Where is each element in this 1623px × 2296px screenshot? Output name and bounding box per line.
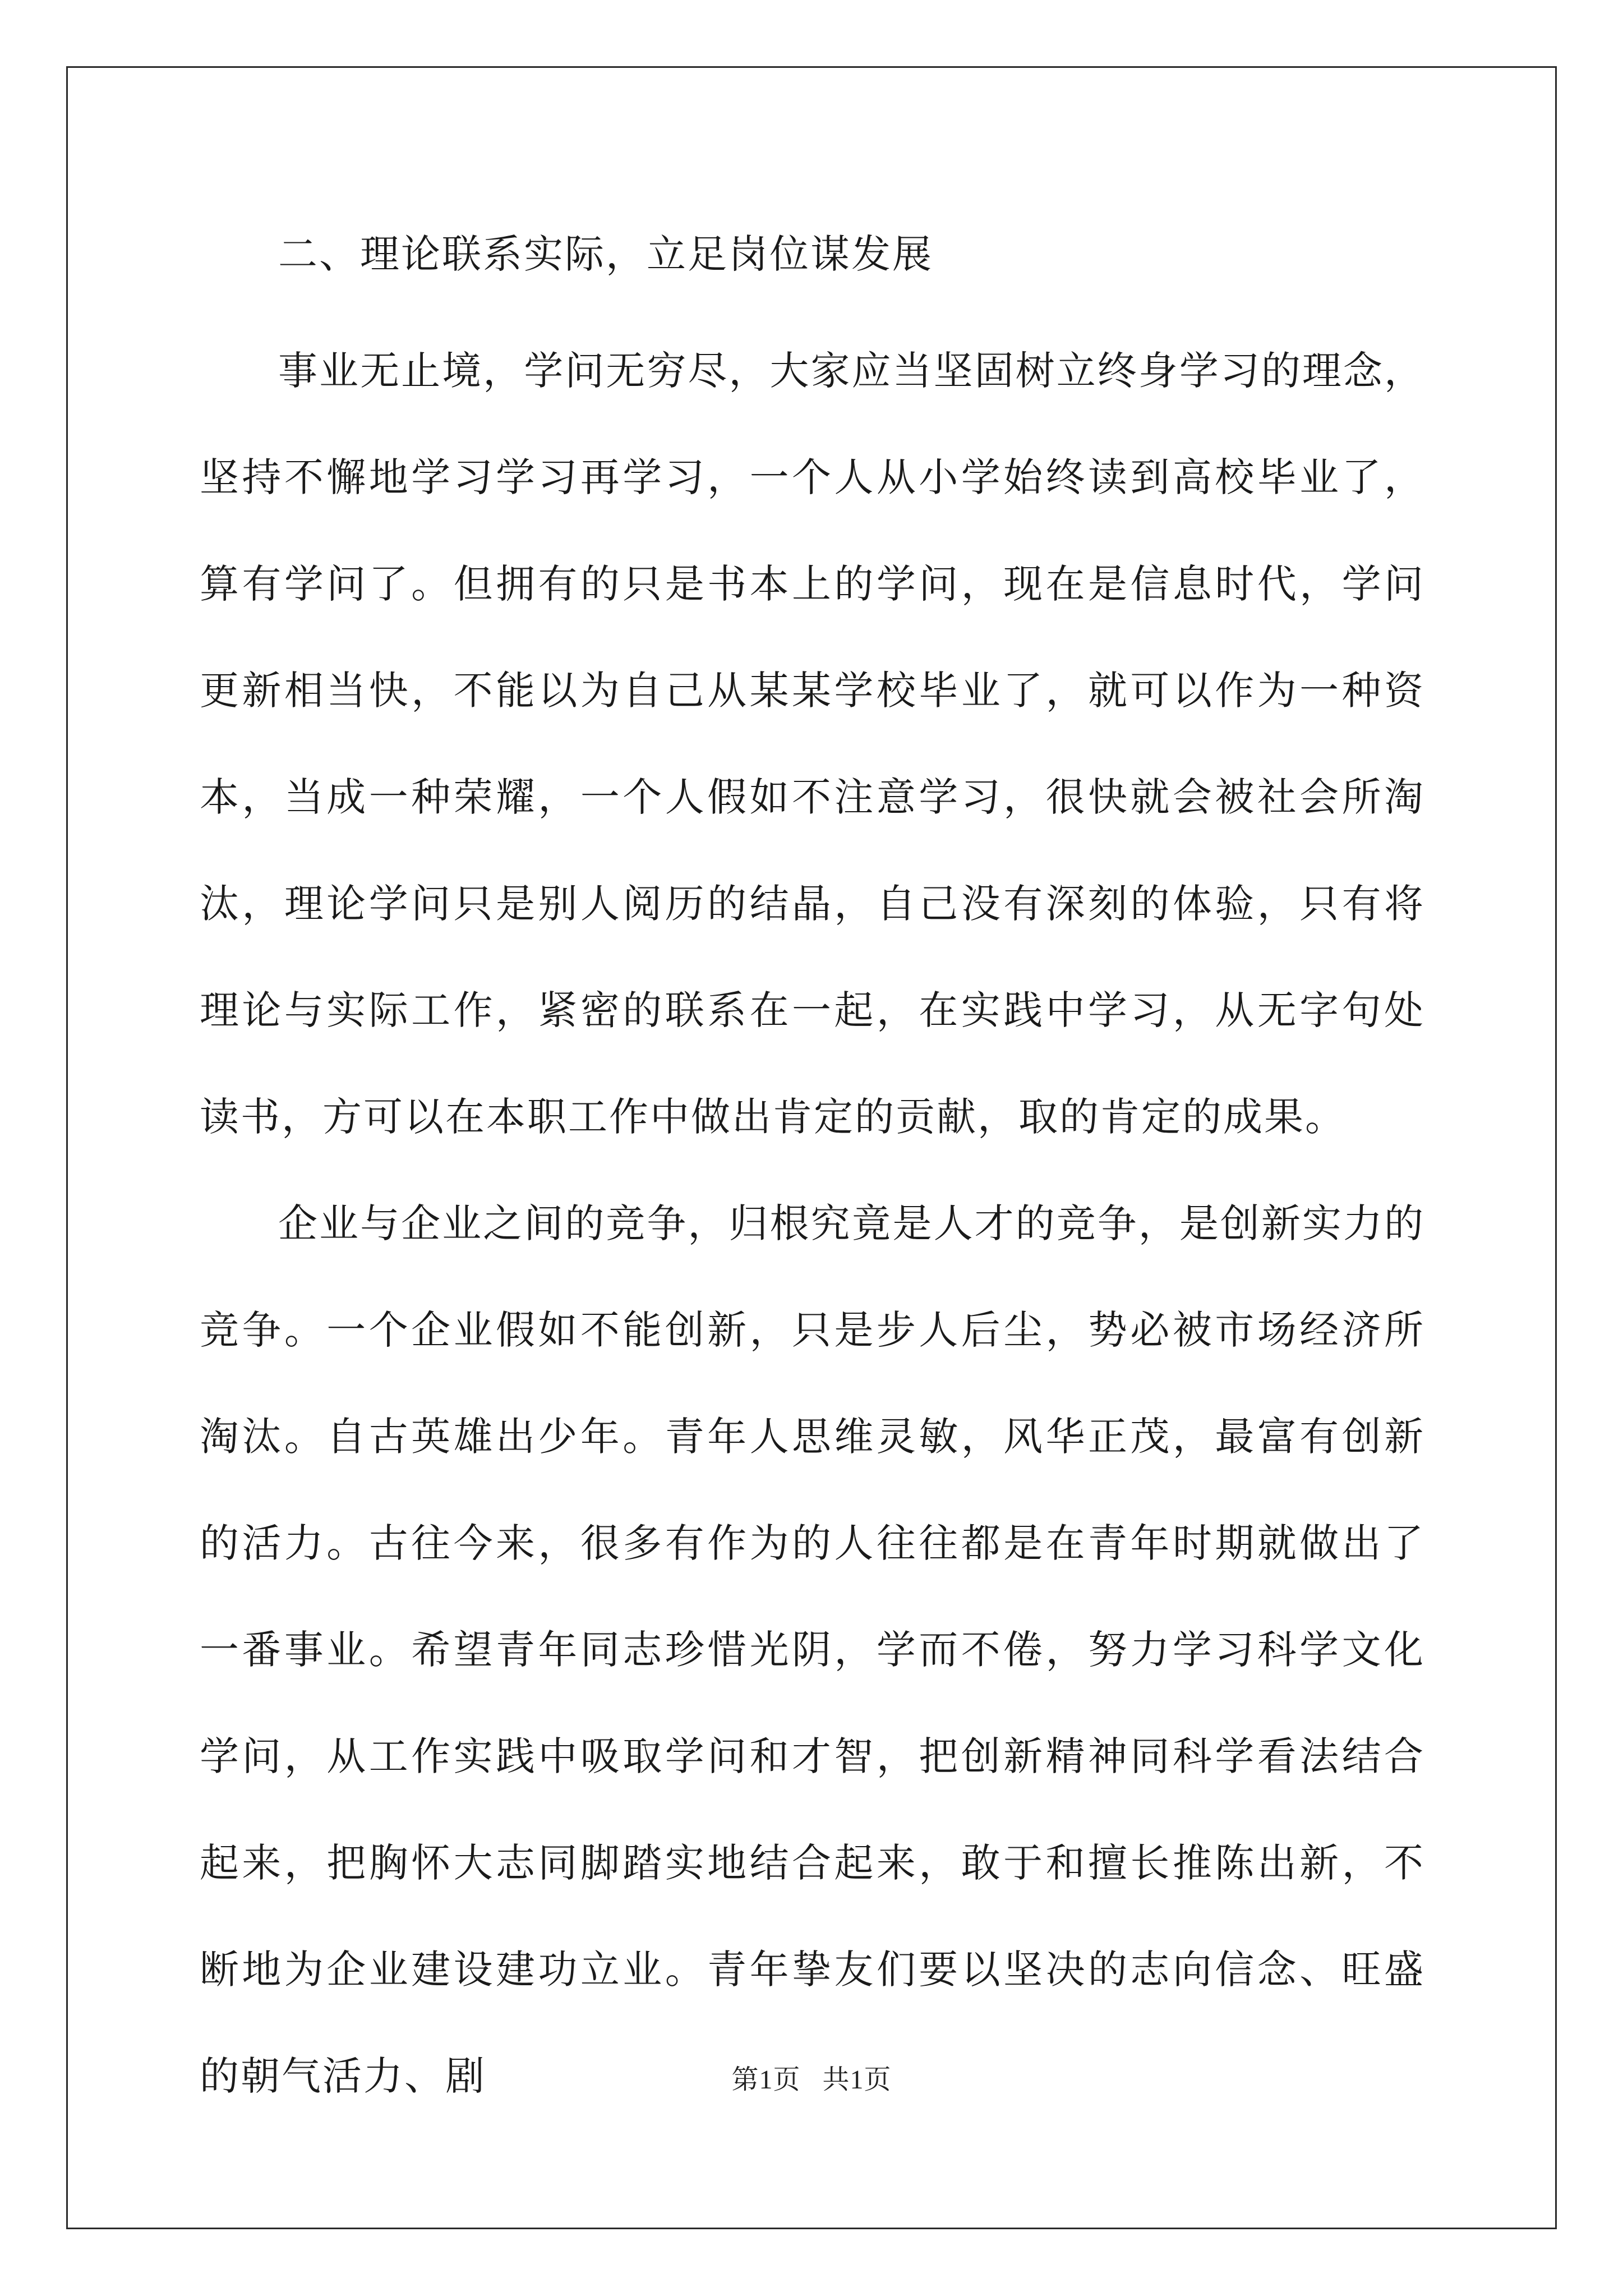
- document-body: [200, 212, 1425, 2129]
- paragraph-1: 事业无止境，学问无穷尽，大家应当坚固树立终身学习的理念，坚持不懈地学习学习再学习，一个人从小学始终读到高校毕业了，算有学问了。但拥有的只是书本上的学问，现在是信息时代，学问更新相当快，不能以为自己从某某学校毕业了，就可以作为一种资本，当成一种荣耀，一个人假如不注意学习，很快就会被社会所淘汰，理论学问只是别人阅历的结晶，自己没有深刻的体验，只有将理论与实际工作，紧密的联系在一起，在实践中学习，从无字句处读书，方可以在本职工作中做出肯定的贡献，取的肯定的成果。: [200, 348, 1425, 1140]
- page-number-total: 共1页: [822, 2065, 892, 2095]
- footer-spacer: [801, 2065, 823, 2095]
- page-footer: [0, 2058, 1623, 2096]
- page-number-current: 第1页: [731, 2065, 801, 2095]
- paragraph-2: 企业与企业之间的竞争，归根究竟是人才的竞争，是创新实力的竞争。一个企业假如不能创新，只是步人后尘，势必被市场经济所淘汰。自古英雄出少年。青年人思维灵敏，风华正茂，最富有创新的活力。古往今来，很多有作为的人往往都是在青年时期就做出了一番事业。希望青年同志珍惜光阴，学而不倦，努力学习科学文化学问，从工作实践中吸取学问和才智，把创新精神同科学看法结合起来，把胸怀大志同脚踏实地结合起来，敢于和擅长推陈出新，不断地为企业建设建功立业。青年挚友们要以坚决的志向信念、旺盛的朝气活力、剧: [200, 1200, 1425, 2099]
- section-heading: 二、理论联系实际，立足岗位谋发展: [278, 231, 933, 277]
